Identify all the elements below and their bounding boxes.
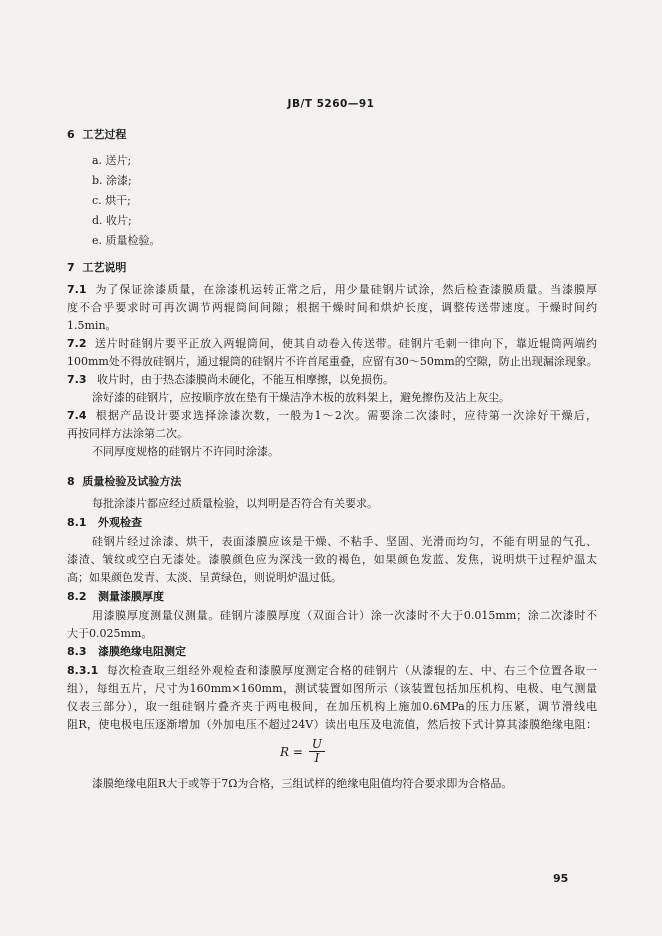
paragraph-line: 大于0.025mm。 <box>67 627 153 640</box>
clause-7-2-text: 送片时硅钢片要平正放入两辊筒间，使其自动卷入传送带。硅钢片毛刺一律向下，靠近辊筒两端约 <box>94 337 598 350</box>
page-number: 95 <box>553 872 569 885</box>
paragraph-line: 组），每组五片，尺寸为160mm×160mm，测试装置如图所示（该装置包括加压机构、电极、电气测量 <box>67 682 597 695</box>
clause-7-1-number: 7.1 <box>67 283 87 296</box>
clause-8-2-number: 8.2 <box>67 590 87 603</box>
list-item: d. 收片; <box>92 214 132 227</box>
section-8-heading <box>67 475 181 489</box>
clause-8-3-1-line <box>67 664 597 678</box>
clause-7-2-line <box>67 337 597 351</box>
clause-8-1-number: 8.1 <box>67 516 87 529</box>
clause-7-2-number: 7.2 <box>67 337 87 350</box>
clause-7-3-line <box>67 373 394 387</box>
formula-denominator: I <box>314 751 320 765</box>
section-7-title: 工艺说明 <box>82 261 127 274</box>
clause-7-3-number: 7.3 <box>67 373 87 386</box>
section-6-number: 6 <box>67 128 75 141</box>
standard-header: JB/T 5260—91 <box>287 98 375 110</box>
formula-lhs: R = <box>280 744 303 759</box>
list-item: a. 送片; <box>92 154 132 167</box>
clause-7-3-text: 收片时，由于热态漆膜尚未硬化，不能互相摩擦，以免损伤。 <box>97 373 394 386</box>
section-7-number: 7 <box>67 261 75 274</box>
list-item: c. 烘干; <box>92 194 131 207</box>
paragraph-line: 1.5min。 <box>67 319 117 332</box>
clause-7-4-text: 根据产品设计要求选择涂漆次数，一般为1～2次。需要涂二次漆时，应待第一次涂好干燥后， <box>95 409 597 422</box>
clause-8-1-title: 外观检查 <box>98 516 142 529</box>
paragraph-line: 每批涂漆片都应经过质量检验，以判明是否符合有关要求。 <box>92 497 378 510</box>
paragraph-line: 阻R，使电极电压逐渐增加（外加电压不超过24V）读出电压及电流值，然后按下式计算其漆膜绝缘电阻： <box>67 718 597 731</box>
section-8-number: 8 <box>67 475 75 488</box>
section-7-heading <box>67 261 126 275</box>
clause-7-1-text: 为了保证涂漆质量，在涂漆机运转正常之后，用少量硅钢片试涂，然后检查漆膜质量。当漆膜厚 <box>95 283 598 296</box>
section-8-title: 质量检验及试验方法 <box>82 475 182 488</box>
paragraph-line: 仪表三部分），取一组硅钢片叠齐夹于两电极间，在加压机构上施加0.6MPa的压力压紧，调节滑线电 <box>67 700 597 713</box>
clause-8-1-heading <box>67 516 142 530</box>
paragraph-line: 涂好漆的硅钢片，应按顺序放在垫有干燥洁净木板的放料架上，避免擦伤及沾上灰尘。 <box>92 391 510 404</box>
clause-7-4-number: 7.4 <box>67 409 87 422</box>
paragraph-line: 再按同样方法涂第二次。 <box>67 427 188 440</box>
paragraph-line: 漆膜绝缘电阻R大于或等于7Ω为合格，三组试样的绝缘电阻值均符合要求即为合格品。 <box>92 777 513 790</box>
paragraph-line: 漆渣、皱纹或空白无漆处。漆膜颜色应为深浅一致的褐色，如果颜色发蓝、发焦，说明烘干过程炉温太 <box>67 553 597 566</box>
paragraph-line: 硅钢片经过涂漆、烘干，表面漆膜应该是干燥、不粘手、坚固、光滑而均匀，不能有明显的气孔、 <box>92 535 597 548</box>
section-6-heading <box>67 128 126 142</box>
clause-8-3-1-number: 8.3.1 <box>67 664 99 677</box>
clause-8-3-title: 漆膜绝缘电阻测定 <box>98 645 186 658</box>
clause-8-2-title: 测量漆膜厚度 <box>98 590 164 603</box>
clause-8-3-heading <box>67 645 186 659</box>
paragraph-line: 度不合乎要求时可再次调节两辊筒间间隙；根据干燥时间和烘炉长度，调整传送带速度。干燥时间约 <box>67 301 597 314</box>
paragraph-line: 100mm处不得放硅钢片，通过辊筒的硅钢片不许首尾重叠，应留有30～50mm的空隙，防止出现漏涂现象。 <box>67 355 598 368</box>
resistance-formula <box>280 738 325 765</box>
paragraph-line: 用漆膜厚度测量仪测量。硅钢片漆膜厚度（双面合计）涂一次漆时不大于0.015mm；涂二次漆时不 <box>92 609 597 622</box>
list-item: b. 涂漆; <box>92 174 132 187</box>
paragraph-line: 不同厚度规格的硅钢片不许同时涂漆。 <box>92 445 279 458</box>
section-6-title: 工艺过程 <box>82 128 127 141</box>
clause-7-1-line <box>67 283 597 297</box>
clause-7-4-line <box>67 409 597 423</box>
clause-8-3-number: 8.3 <box>67 645 87 658</box>
clause-8-2-heading <box>67 590 164 604</box>
formula-fraction <box>309 738 325 765</box>
clause-8-3-1-text: 每次检查取三组经外观检查和漆膜厚度测定合格的硅钢片（从漆辊的左、中、右三个位置各取一 <box>106 664 597 677</box>
formula-numerator: U <box>309 738 325 752</box>
paragraph-line: 高；如果颜色发青、太淡、呈黄绿色，则说明炉温过低。 <box>67 571 342 584</box>
list-item: e. 质量检验。 <box>92 234 161 247</box>
